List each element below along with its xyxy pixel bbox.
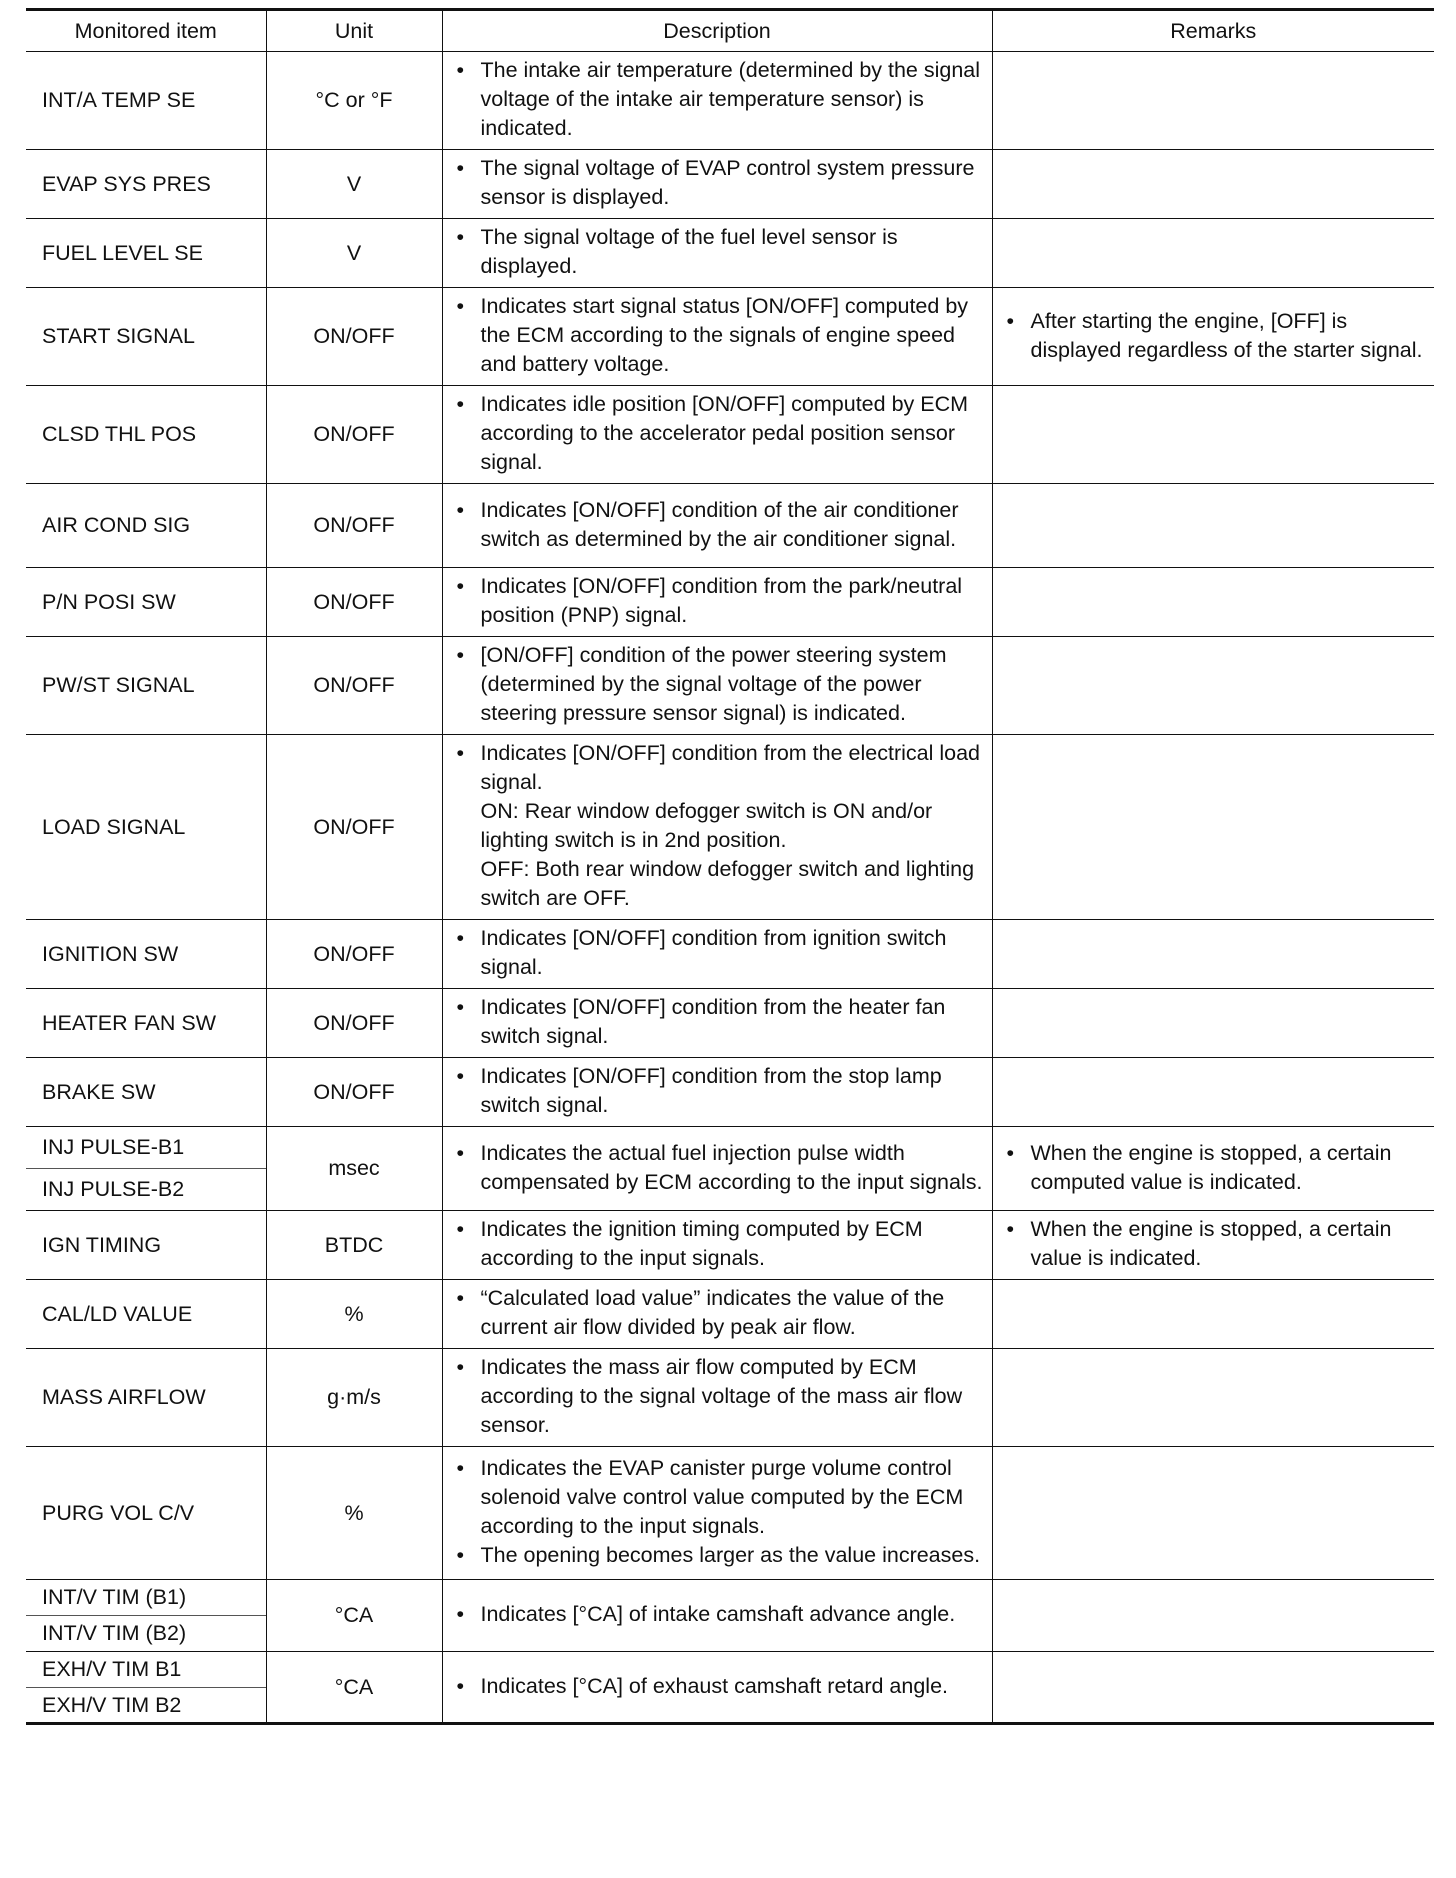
remarks-cell bbox=[992, 219, 1434, 288]
description-bullet: • Indicates the actual fuel injection pulse width compensated by ECM according to the input signals. bbox=[455, 1139, 984, 1197]
table-row bbox=[26, 637, 1434, 735]
remarks-cell bbox=[992, 637, 1434, 735]
unit-cell: ON/OFF bbox=[266, 484, 442, 568]
description-bullet: • “Calculated load value” indicates the value of the current air flow divided by peak air flow. bbox=[455, 1284, 984, 1342]
table-row bbox=[26, 1211, 1434, 1280]
unit-cell: ON/OFF bbox=[266, 568, 442, 637]
table-row bbox=[26, 1580, 1434, 1616]
description-cell bbox=[442, 219, 992, 288]
description-cell bbox=[442, 735, 992, 920]
table-row bbox=[26, 920, 1434, 989]
description-bullet: • Indicates [ON/OFF] condition from ignition switch signal. bbox=[455, 924, 984, 982]
load-signal-off: OFF: Both rear window defogger switch and lighting switch are OFF. bbox=[480, 857, 975, 910]
description-cell bbox=[442, 920, 992, 989]
monitor-item-page bbox=[26, 8, 1434, 1868]
monitor-item-table bbox=[26, 8, 1434, 1725]
remarks-cell bbox=[992, 52, 1434, 150]
remarks-cell bbox=[992, 1280, 1434, 1349]
item-cell: LOAD SIGNAL bbox=[26, 735, 266, 920]
table-row bbox=[26, 1349, 1434, 1447]
unit-cell: % bbox=[266, 1447, 442, 1580]
remarks-cell bbox=[992, 288, 1434, 386]
unit-cell: BTDC bbox=[266, 1211, 442, 1280]
remark-bullet: • After starting the engine, [OFF] is displayed regardless of the starter signal. bbox=[1005, 307, 1427, 365]
remarks-cell bbox=[992, 1447, 1434, 1580]
item-cell: P/N POSI SW bbox=[26, 568, 266, 637]
table-row bbox=[26, 52, 1434, 150]
description-cell bbox=[442, 484, 992, 568]
remark-bullet: • When the engine is stopped, a certain value is indicated. bbox=[1005, 1215, 1427, 1273]
description-cell bbox=[442, 1580, 992, 1652]
item-cell: IGN TIMING bbox=[26, 1211, 266, 1280]
header-monitored-item: Monitored item bbox=[26, 10, 266, 52]
description-cell bbox=[442, 637, 992, 735]
table-row bbox=[26, 735, 1434, 920]
remarks-cell bbox=[992, 484, 1434, 568]
unit-cell: °C or °F bbox=[266, 52, 442, 150]
item-cell: INT/V TIM (B1) bbox=[26, 1580, 266, 1616]
description-bullet: • [ON/OFF] condition of the power steering system (determined by the signal voltage of the power steering pressure sensor signal) is indicated. bbox=[455, 641, 984, 728]
item-cell: HEATER FAN SW bbox=[26, 989, 266, 1058]
remarks-cell bbox=[992, 1349, 1434, 1447]
description-cell bbox=[442, 1652, 992, 1724]
item-cell: START SIGNAL bbox=[26, 288, 266, 386]
load-signal-desc: • Indicates [ON/OFF] condition from the electrical load signal. bbox=[480, 741, 980, 794]
description-cell bbox=[442, 1280, 992, 1349]
remarks-cell bbox=[992, 568, 1434, 637]
remarks-cell bbox=[992, 1580, 1434, 1652]
unit-cell: V bbox=[266, 219, 442, 288]
unit-cell: % bbox=[266, 1280, 442, 1349]
item-cell: EVAP SYS PRES bbox=[26, 150, 266, 219]
table-row bbox=[26, 484, 1434, 568]
remarks-cell bbox=[992, 150, 1434, 219]
table-header-row bbox=[26, 10, 1434, 52]
description-cell bbox=[442, 568, 992, 637]
table-row bbox=[26, 1058, 1434, 1127]
table-row bbox=[26, 288, 1434, 386]
unit-cell: °CA bbox=[266, 1580, 442, 1652]
description-bullet: • Indicates [ON/OFF] condition from the park/neutral position (PNP) signal. bbox=[455, 572, 984, 630]
remarks-cell bbox=[992, 1058, 1434, 1127]
item-cell: INJ PULSE-B2 bbox=[26, 1169, 266, 1211]
remarks-cell bbox=[992, 386, 1434, 484]
unit-cell: g·m/s bbox=[266, 1349, 442, 1447]
description-cell bbox=[442, 52, 992, 150]
table-row bbox=[26, 219, 1434, 288]
remarks-cell bbox=[992, 1652, 1434, 1724]
description-bullet: • The opening becomes larger as the value increases. bbox=[455, 1541, 984, 1570]
description-cell bbox=[442, 288, 992, 386]
description-bullet: • Indicates the mass air flow computed by ECM according to the signal voltage of the mass air flow sensor. bbox=[455, 1353, 984, 1440]
header-description: Description bbox=[442, 10, 992, 52]
table-row bbox=[26, 1447, 1434, 1580]
header-unit: Unit bbox=[266, 10, 442, 52]
item-cell: FUEL LEVEL SE bbox=[26, 219, 266, 288]
description-cell bbox=[442, 150, 992, 219]
description-cell bbox=[442, 1447, 992, 1580]
unit-cell: ON/OFF bbox=[266, 637, 442, 735]
table-row bbox=[26, 1280, 1434, 1349]
remarks-cell bbox=[992, 1127, 1434, 1211]
description-bullet bbox=[455, 739, 984, 913]
unit-cell: ON/OFF bbox=[266, 989, 442, 1058]
unit-cell: °CA bbox=[266, 1652, 442, 1724]
item-cell: MASS AIRFLOW bbox=[26, 1349, 266, 1447]
item-cell: EXH/V TIM B1 bbox=[26, 1652, 266, 1688]
description-bullet: • Indicates the EVAP canister purge volume control solenoid valve control value computed by the ECM according to the input signals. bbox=[455, 1454, 984, 1541]
item-cell: IGNITION SW bbox=[26, 920, 266, 989]
description-cell bbox=[442, 1211, 992, 1280]
table-row bbox=[26, 1652, 1434, 1688]
item-cell: INT/A TEMP SE bbox=[26, 52, 266, 150]
unit-cell: V bbox=[266, 150, 442, 219]
table-row bbox=[26, 989, 1434, 1058]
remarks-cell bbox=[992, 735, 1434, 920]
item-cell: INJ PULSE-B1 bbox=[26, 1127, 266, 1169]
unit-cell: ON/OFF bbox=[266, 735, 442, 920]
description-bullet: • Indicates [°CA] of exhaust camshaft retard angle. bbox=[455, 1672, 984, 1701]
item-cell: PW/ST SIGNAL bbox=[26, 637, 266, 735]
description-bullet: • Indicates idle position [ON/OFF] computed by ECM according to the accelerator pedal position sensor signal. bbox=[455, 390, 984, 477]
item-cell: PURG VOL C/V bbox=[26, 1447, 266, 1580]
remarks-cell bbox=[992, 1211, 1434, 1280]
description-cell bbox=[442, 1349, 992, 1447]
unit-cell: msec bbox=[266, 1127, 442, 1211]
description-bullet: • The signal voltage of the fuel level sensor is displayed. bbox=[455, 223, 984, 281]
description-cell bbox=[442, 386, 992, 484]
description-cell bbox=[442, 989, 992, 1058]
table-row bbox=[26, 386, 1434, 484]
description-cell bbox=[442, 1127, 992, 1211]
description-bullet: • Indicates the ignition timing computed by ECM according to the input signals. bbox=[455, 1215, 984, 1273]
description-bullet: • Indicates [°CA] of intake camshaft advance angle. bbox=[455, 1600, 984, 1629]
item-cell: CLSD THL POS bbox=[26, 386, 266, 484]
remarks-cell bbox=[992, 920, 1434, 989]
remarks-cell bbox=[992, 989, 1434, 1058]
description-bullet: • Indicates [ON/OFF] condition from the stop lamp switch signal. bbox=[455, 1062, 984, 1120]
item-cell: INT/V TIM (B2) bbox=[26, 1616, 266, 1652]
table-row bbox=[26, 1127, 1434, 1169]
unit-cell: ON/OFF bbox=[266, 920, 442, 989]
unit-cell: ON/OFF bbox=[266, 386, 442, 484]
table-row bbox=[26, 568, 1434, 637]
description-bullet: • The intake air temperature (determined by the signal voltage of the intake air temperature sensor) is indicated. bbox=[455, 56, 984, 143]
table-row bbox=[26, 150, 1434, 219]
description-cell bbox=[442, 1058, 992, 1127]
item-cell: AIR COND SIG bbox=[26, 484, 266, 568]
description-bullet: • The signal voltage of EVAP control system pressure sensor is displayed. bbox=[455, 154, 984, 212]
header-remarks: Remarks bbox=[992, 10, 1434, 52]
item-cell: BRAKE SW bbox=[26, 1058, 266, 1127]
unit-cell: ON/OFF bbox=[266, 288, 442, 386]
load-signal-on: ON: Rear window defogger switch is ON and/or lighting switch is in 2nd position. bbox=[480, 799, 933, 852]
description-bullet: • Indicates [ON/OFF] condition of the air conditioner switch as determined by the air conditioner signal. bbox=[455, 496, 984, 554]
remark-bullet: • When the engine is stopped, a certain computed value is indicated. bbox=[1005, 1139, 1427, 1197]
description-bullet: • Indicates [ON/OFF] condition from the heater fan switch signal. bbox=[455, 993, 984, 1051]
item-cell: CAL/LD VALUE bbox=[26, 1280, 266, 1349]
unit-cell: ON/OFF bbox=[266, 1058, 442, 1127]
description-bullet: • Indicates start signal status [ON/OFF] computed by the ECM according to the signals of engine speed and battery voltage. bbox=[455, 292, 984, 379]
item-cell: EXH/V TIM B2 bbox=[26, 1688, 266, 1724]
